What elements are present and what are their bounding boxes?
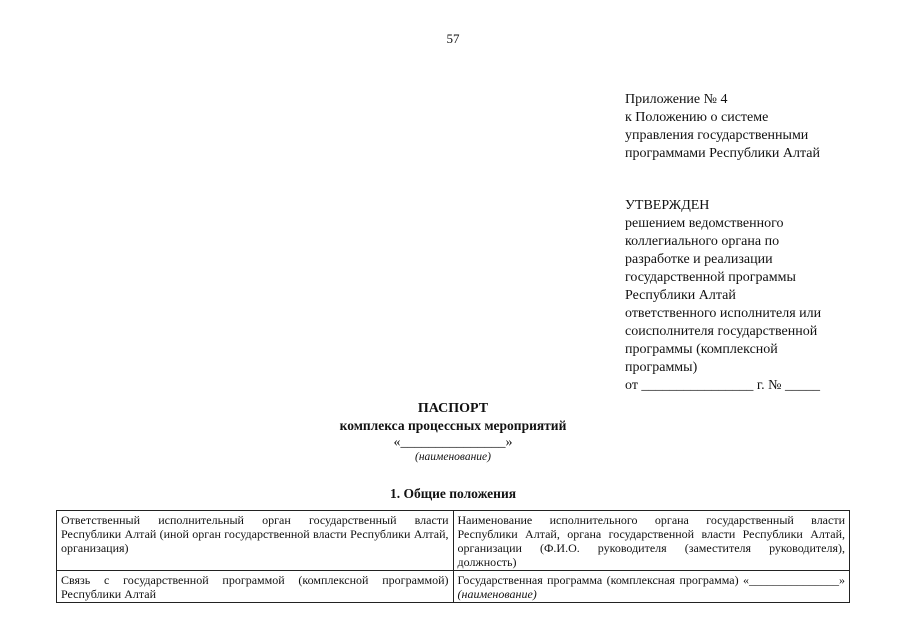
approval-line: программы)	[625, 360, 698, 375]
table-cell-value: Наименование исполнительного органа государственный власти Республики Алтай, органа государственной власти Республики Алтай, организации (Ф.И.О. руководителя (заместителя руководителя), должность)	[453, 511, 850, 571]
program-name-hint: (наименование)	[457, 587, 537, 601]
page-number: 57	[446, 31, 460, 46]
approval-block	[625, 197, 885, 395]
approval-line: разработке и реализации	[625, 252, 773, 267]
approval-line: государственной программы	[625, 270, 796, 285]
annex-line: управления государственными	[625, 128, 809, 143]
annex-block	[625, 91, 885, 163]
table-cell-label: Ответственный исполнительный орган государственный власти Республики Алтай (иной орган государственной власти Республики Алтай, организация)	[57, 511, 454, 571]
approval-heading: УТВЕРЖДЕН	[625, 198, 710, 213]
name-hint: (наименование)	[415, 451, 491, 463]
annex-line: к Положению о системе	[625, 110, 769, 125]
document-title-block	[0, 400, 906, 464]
approval-line: решением ведомственного	[625, 216, 784, 231]
approval-line: ответственного исполнителя или	[625, 306, 822, 321]
annex-line: Приложение № 4	[625, 92, 728, 107]
approval-date-line: от ________________ г. № _____	[625, 378, 820, 393]
document-title: ПАСПОРТ	[417, 401, 489, 416]
section-heading: 1. Общие положения	[389, 486, 517, 501]
table-row	[57, 571, 850, 603]
approval-line: соисполнителя государственной	[625, 324, 818, 339]
approval-line: коллегиального органа по	[625, 234, 780, 249]
name-placeholder: «_______________»	[393, 435, 513, 450]
approval-line: Республики Алтай	[625, 288, 736, 303]
approval-line: программы (комплексной	[625, 342, 778, 357]
table-cell-value	[453, 571, 850, 603]
table-row	[57, 511, 850, 571]
annex-line: программами Республики Алтай	[625, 146, 820, 161]
program-link-text: Государственная программа (комплексная программа) «_______________»	[457, 573, 845, 587]
general-provisions-table	[56, 510, 850, 603]
table-cell-label: Связь с государственной программой (комплексной программой) Республики Алтай	[57, 571, 454, 603]
document-subtitle: комплекса процессных мероприятий	[339, 418, 567, 433]
